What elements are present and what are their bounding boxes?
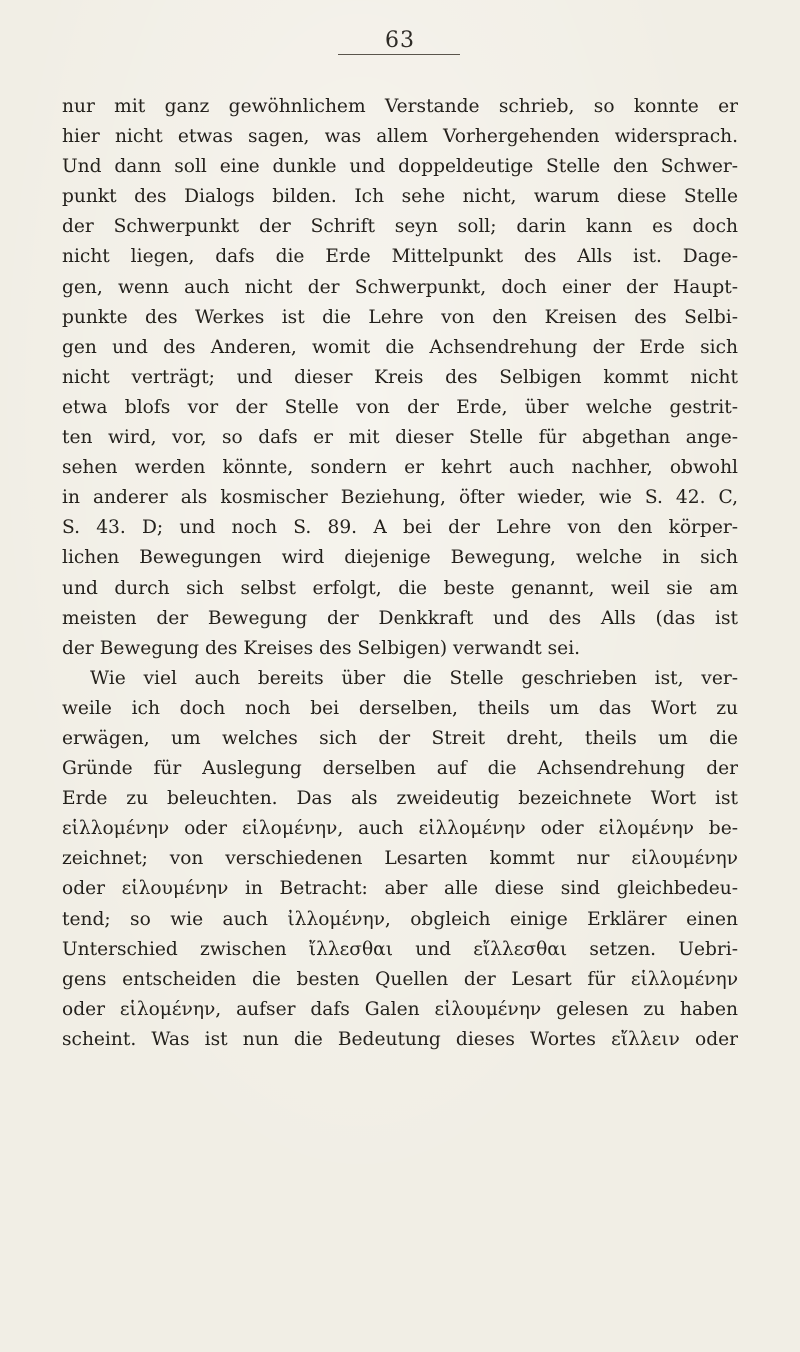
text-line: gens entscheiden die besten Quellen der Lesart für εἱλλομένην <box>62 968 738 990</box>
text-line: Gründe für Auslegung derselben auf die Achsendrehung der <box>62 758 738 780</box>
text-line: und durch sich selbst erfolgt, die beste genannt, weil sie am <box>62 577 738 599</box>
text-line: zeichnet; von verschiedenen Lesarten kommt nur εἰλουμένην <box>62 848 738 870</box>
text-line: lichen Bewegungen wird diejenige Bewegung, welche in sich <box>62 547 738 569</box>
text-line: meisten der Bewegung der Denkkraft und des Alls (das ist <box>62 607 738 629</box>
body-text <box>62 92 738 1055</box>
text-line: gen, wenn auch nicht der Schwerpunkt, doch einer der Haupt- <box>62 276 738 298</box>
text-line: der Bewegung des Kreises des Selbigen) verwandt sei. <box>62 637 581 659</box>
text-line: oder εἱλουμένην in Betracht: aber alle diese sind gleichbedeu- <box>62 878 738 900</box>
page-number: 63 <box>385 28 415 53</box>
text-line: Wie viel auch bereits über die Stelle geschrieben ist, ver- <box>90 667 738 689</box>
text-line: gen und des Anderen, womit die Achsendrehung der Erde sich <box>62 336 738 358</box>
header-rule <box>338 54 460 55</box>
text-line: erwägen, um welches sich der Streit dreht, theils um die <box>62 727 738 749</box>
text-line: etwa blofs vor der Stelle von der Erde, über welche gestrit- <box>62 396 738 418</box>
text-line: ten wird, vor, so dafs er mit dieser Stelle für abgethan ange- <box>62 427 738 449</box>
text-line: punkt des Dialogs bilden. Ich sehe nicht, warum diese Stelle <box>62 186 738 208</box>
text-line: nicht verträgt; und dieser Kreis des Selbigen kommt nicht <box>62 366 738 388</box>
text-line: oder εἱλομένην, aufser dafs Galen εἰλουμένην gelesen zu haben <box>62 998 738 1020</box>
text-line: S. 43. D; und noch S. 89. A bei der Lehre von den körper- <box>62 517 738 539</box>
text-line: εἱλλομένην oder εἱλομένην, auch εἰλλομένην oder εἰλομένην be- <box>62 818 738 840</box>
text-line: nicht liegen, dafs die Erde Mittelpunkt des Alls ist. Dage- <box>62 246 738 268</box>
text-line: hier nicht etwas sagen, was allem Vorhergehenden widersprach. <box>62 126 738 148</box>
text-line: scheint. Was ist nun die Bedeutung dieses Wortes εἴλλειν oder <box>62 1028 738 1050</box>
text-line: der Schwerpunkt der Schrift seyn soll; darin kann es doch <box>62 216 738 238</box>
text-line: nur mit ganz gewöhnlichem Verstande schrieb, so konnte er <box>62 96 738 117</box>
text-line: Erde zu beleuchten. Das als zweideutig bezeichnete Wort ist <box>62 788 738 810</box>
text-line: Und dann soll eine dunkle und doppeldeutige Stelle den Schwer- <box>62 156 738 178</box>
text-line: sehen werden könnte, sondern er kehrt auch nachher, obwohl <box>62 457 738 479</box>
text-line: in anderer als kosmischer Beziehung, öfter wieder, wie S. 42. C, <box>62 487 738 509</box>
text-line: punkte des Werkes ist die Lehre von den Kreisen des Selbi- <box>62 306 738 328</box>
text-line: Unterschied zwischen ἴλλεσθαι und εἴλλεσθαι setzen. Uebri- <box>62 938 738 960</box>
text-line: weile ich doch noch bei derselben, theils um das Wort zu <box>62 697 738 719</box>
text-line: tend; so wie auch ἰλλομένην, obgleich einige Erklärer einen <box>62 908 738 930</box>
